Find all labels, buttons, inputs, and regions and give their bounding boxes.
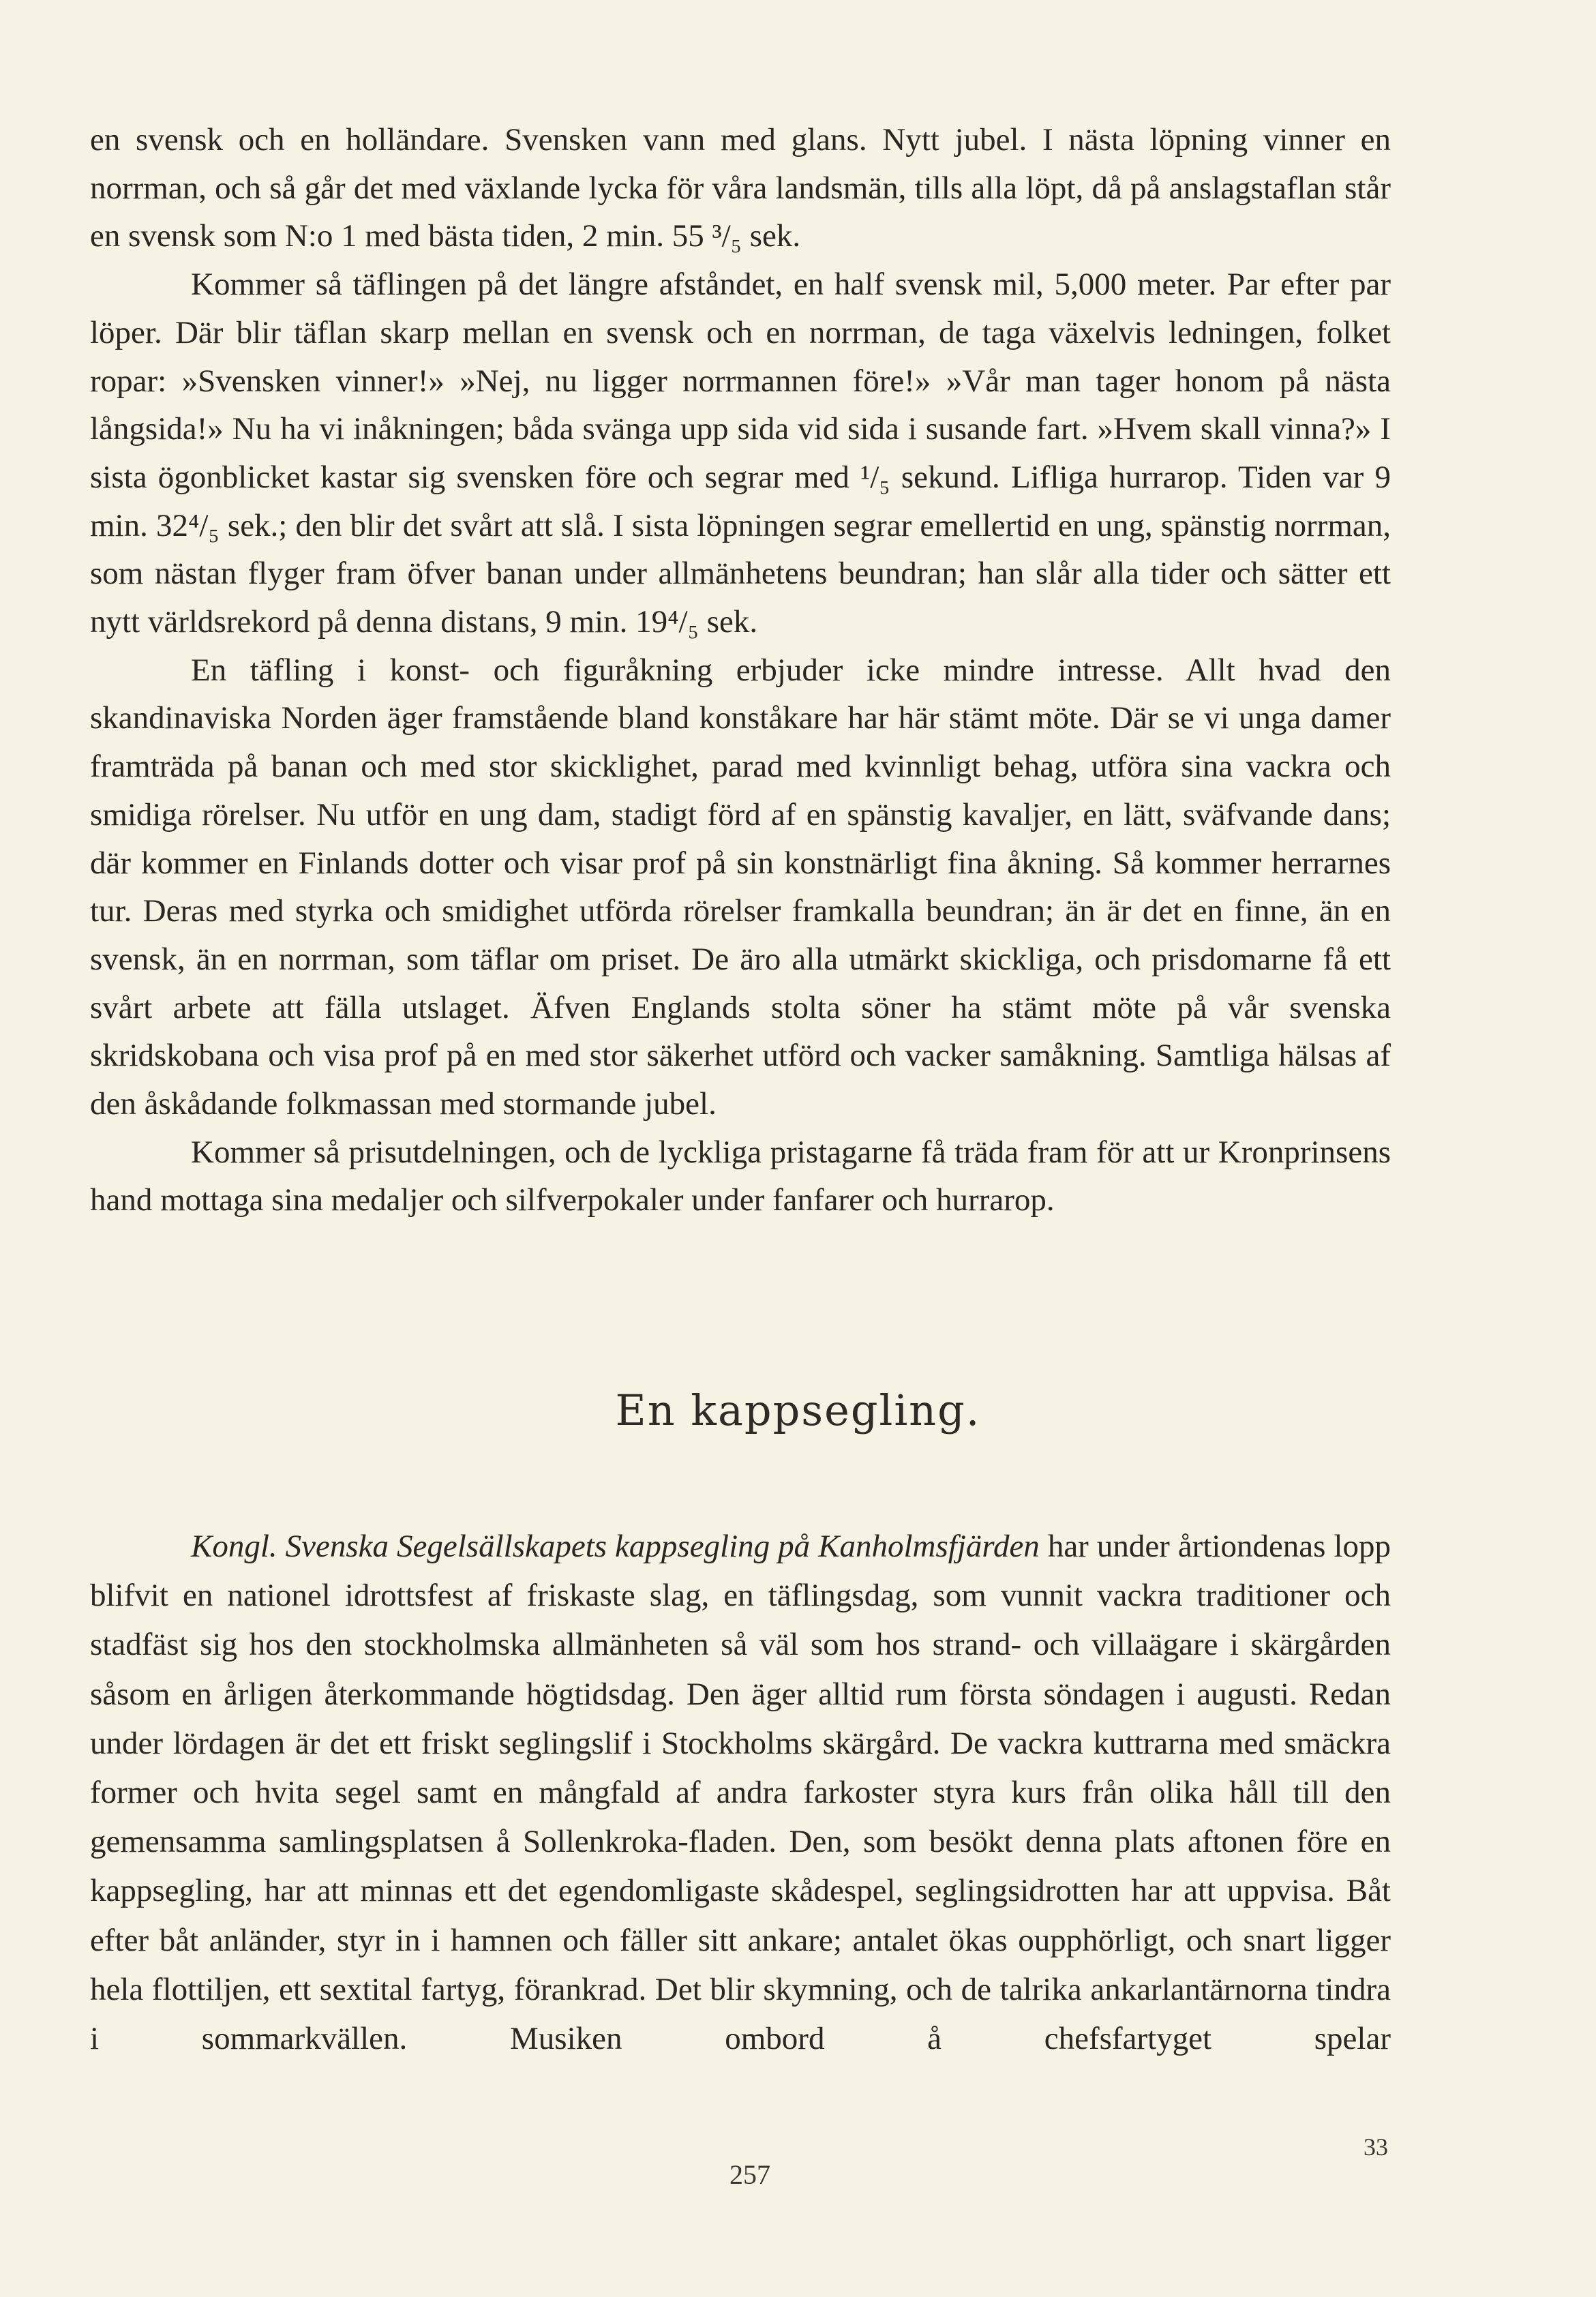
page-number: 257 bbox=[729, 2159, 770, 2190]
signature-mark: 33 bbox=[1364, 2133, 1388, 2161]
paragraph-4: Kommer så prisutdelningen, och de lyckliga pristagarne få träda fram för att ur Kronprinsens hand mottaga sina medaljer och silfverpokaler under fanfarer och hurrarop. bbox=[90, 1134, 1391, 1218]
paragraph-3: En täfling i konst- och figuråkning erbjuder icke mindre intresse. Allt hvad den skandinaviska Norden äger framstående bland konståkare har här stämt möte. Där se vi unga damer framträda på banan och med stor skicklighet, parad med kvinnligt behag, utföra sina vackra och smidiga rörelser. Nu utför en ung dam, stadigt förd af en spänstig kavaljer, en lätt, sväfvande dans; där kommer en Finlands dotter och visar prof på sin konstnärligt fina åkning. Så kommer herrarnes tur. Deras med styrka och smidighet utförda rörelser framkalla beundran; än är det en finne, än en svensk, än en norrman, som täflar om priset. De äro alla utmärkt skickliga, och prisdomarne få ett svårt arbete att fälla utslaget. Äfven Englands stolta söner ha stämt möte på vår svenska skridskobana och visa prof på en med stor säkerhet utförd och vacker samåkning. Samtliga hälsas af den åskådande folkmassan med stormande jubel. bbox=[90, 652, 1391, 1122]
text-section-skating bbox=[90, 116, 1391, 1225]
paragraph-sailing-body: har under årtiondenas lopp blifvit en nationel idrottsfest af friskaste slag, en täflingsdag, som vunnit vackra traditioner och stadfäst sig hos den stockholmska allmänheten så väl som hos strand- och villaägare i skärgården såsom en årligen återkommande högtidsdag. Den äger alltid rum första söndagen i augusti. Redan under lördagen är det ett friskt seglingslif i Stockholms skärgård. De vackra kuttrarna med smäckra former och hvita segel samt en mångfald af andra farkoster styra kurs från olika håll till den gemensamma samlingsplatsen å Sollenkroka-fladen. Den, som besökt denna plats aftonen före en kappsegling, har att minnas ett det egendomligaste skådespel, seglingsidrotten har att uppvisa. Båt efter båt anländer, styr in i hamnen och fäller sitt ankare; antalet ökas oupphörligt, och snart ligger hela flottiljen, ett sextital fartyg, förankrad. Det blir skymning, och de talrika ankarlantärnorna tindra i sommarkvällen. Musiken ombord å chefsfartyget spelar bbox=[90, 1529, 1391, 2057]
text-section-sailing bbox=[90, 1522, 1391, 2063]
paragraph-2: Kommer så täflingen på det längre afståndet, en half svensk mil, 5,000 meter. Par efter par löper. Där blir täflan skarp mellan en svensk och en norrman, de taga växelvis ledningen, folket ropar: »Svensken vinner!» »Nej, nu ligger norrmannen före!» »Vår man tager honom på nästa långsida!» Nu ha vi inåkningen; båda svänga upp sida vid sida i susande fart. »Hvem skall vinna?» I sista ögonblicket kastar sig svensken före och segrar med ¹/₅ sekund. Lifliga hurrarop. Tiden var 9 min. 32⁴/₅ sek.; den blir det svårt att slå. I sista löpningen segrar emellertid en ung, spänstig norrman, som nästan flyger fram öfver banan under allmänhetens beundran; han slår alla tider och sätter ett nytt världsrekord på denna distans, 9 min. 19⁴/₅ sek. bbox=[90, 267, 1391, 640]
italic-lead: Kongl. Svenska Segelsällskapets kappsegling på Kanholmsfjärden bbox=[191, 1529, 1040, 1564]
paragraph-1: en svensk och en holländare. Svensken vann med glans. Nytt jubel. I nästa löpning vinner en norrman, och så går det med växlande lycka för våra landsmän, tills alla löpt, då på anslagstaflan står en svensk som N:o 1 med bästa tiden, 2 min. 55 ³/₅ sek. bbox=[90, 122, 1391, 254]
paragraph-sailing bbox=[90, 1522, 1391, 2063]
section-heading: En kappsegling. bbox=[615, 1385, 981, 1435]
